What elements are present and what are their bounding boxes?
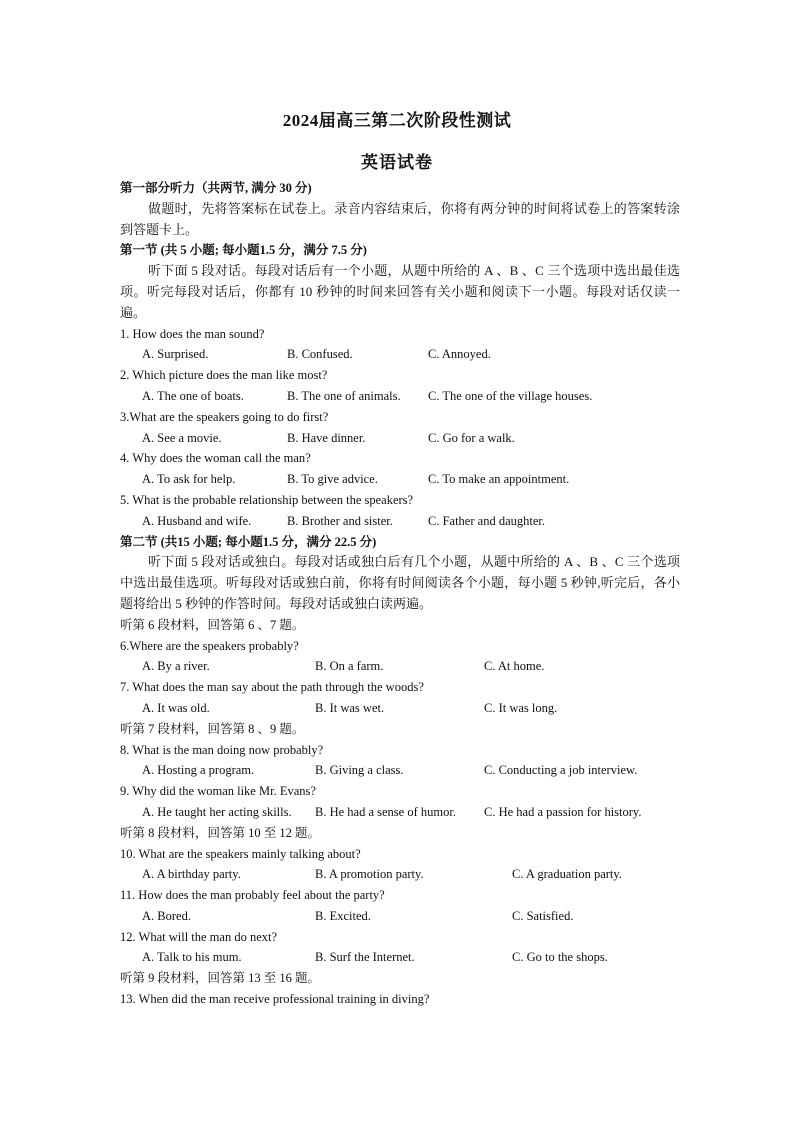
option-c: C. At home. [484, 659, 545, 674]
question-10-options [120, 864, 680, 885]
question-9-options [120, 802, 680, 823]
section2-instruction: 听下面 5 段对话或独白。每段对话或独白后有几个小题，从题中所给的 A 、B 、C 三个选项中选出最佳选项。听每段对话或独白前，你将有时间阅读各个小题，每小题 5 秒钟,听完后，各小题将给出 5 秒钟的作答时间。每段对话或独白读两遍。 [120, 554, 680, 611]
option-a: A. Husband and wife. [142, 513, 252, 528]
question-12-stem: 12. What will the man do next? [120, 929, 278, 944]
question-8-stem: 8. What is the man doing now probably? [120, 742, 324, 757]
option-a: A. Hosting a program. [142, 763, 255, 778]
option-c: C. The one of the village houses. [428, 388, 593, 403]
question-5-options [120, 511, 680, 532]
question-10-stem: 10. What are the speakers mainly talking about? [120, 846, 361, 861]
option-c: C. Annoyed. [428, 347, 491, 362]
question-6-stem: 6.Where are the speakers probably? [120, 638, 299, 653]
option-b: B. To give advice. [287, 472, 378, 487]
option-b: B. Have dinner. [287, 430, 366, 445]
material-8-note: 听第 8 段材料，回答第 10 至 12 题。 [120, 825, 321, 840]
option-a: A. Bored. [142, 908, 191, 923]
option-b: B. Giving a class. [315, 763, 404, 778]
option-a: A. By a river. [142, 659, 210, 674]
exam-body [120, 178, 680, 1010]
option-b: B. On a farm. [315, 659, 384, 674]
option-a: A. A birthday party. [142, 867, 241, 882]
question-8-options [120, 760, 680, 781]
exam-subtitle: 英语试卷 [361, 153, 433, 172]
question-6-options [120, 656, 680, 677]
question-4-stem: 4. Why does the woman call the man? [120, 451, 311, 466]
question-11-stem: 11. How does the man probably feel about the party? [120, 888, 385, 903]
option-c: C. Conducting a job interview. [484, 763, 638, 778]
option-a: A. Surprised. [142, 347, 209, 362]
question-2-stem: 2. Which picture does the man like most? [120, 368, 328, 383]
question-12-options [120, 947, 680, 968]
option-a: A. See a movie. [142, 430, 222, 445]
option-a: A. It was old. [142, 700, 210, 715]
option-b: B. He had a sense of humor. [315, 804, 456, 819]
question-1-options [120, 344, 680, 365]
option-b: B. It was wet. [315, 700, 385, 715]
question-7-options [120, 698, 680, 719]
option-c: C. Go to the shops. [512, 950, 608, 965]
option-b: B. Brother and sister. [287, 513, 393, 528]
option-c: C. It was long. [484, 700, 558, 715]
option-a: A. Talk to his mum. [142, 950, 242, 965]
section1-instruction: 听下面 5 段对话。每段对话后有一个小题，从题中所给的 A 、B 、C 三个选项中选出最佳选项。听完每段对话后，你都有 10 秒钟的时间来回答有关小题和阅读下一小题。每段对话仅读一遍。 [120, 263, 680, 320]
option-b: B. Excited. [315, 908, 371, 923]
question-1-stem: 1. How does the man sound? [120, 326, 265, 341]
option-c: C. Satisfied. [512, 908, 574, 923]
question-11-options [120, 906, 680, 927]
section1-heading: 第一节 (共 5 小题; 每小题1.5 分，满分 7.5 分) [120, 243, 367, 258]
material-6-note: 听第 6 段材料，回答第 6 、7 题。 [120, 617, 305, 632]
material-7-note: 听第 7 段材料，回答第 8 、9 题。 [120, 721, 305, 736]
question-13-stem: 13. When did the man receive professional training in diving? [120, 992, 430, 1007]
question-3-options [120, 428, 680, 449]
question-5-stem: 5. What is the probable relationship between the speakers? [120, 492, 414, 507]
section2-heading: 第二节 (共15 小题; 每小题1.5 分，满分 22.5 分) [120, 534, 377, 549]
option-b: B. The one of animals. [287, 388, 401, 403]
option-c: C. To make an appointment. [428, 472, 570, 487]
question-2-options [120, 386, 680, 407]
option-a: A. To ask for help. [142, 472, 236, 487]
question-9-stem: 9. Why did the woman like Mr. Evans? [120, 784, 316, 799]
option-c: C. He had a passion for history. [484, 804, 642, 819]
part1-heading: 第一部分听力（共两节, 满分 30 分) [120, 181, 312, 195]
option-a: A. The one of boats. [142, 388, 244, 403]
question-3-stem: 3.What are the speakers going to do first? [120, 409, 329, 424]
option-a: A. He taught her acting skills. [142, 804, 292, 819]
exam-title: 2024届高三第二次阶段性测试 [282, 111, 512, 130]
option-c: C. Go for a walk. [428, 430, 515, 445]
option-c: C. A graduation party. [512, 867, 622, 882]
option-b: B. Surf the Internet. [315, 950, 415, 965]
question-4-options [120, 469, 680, 490]
option-b: B. A promotion party. [315, 867, 424, 882]
option-c: C. Father and daughter. [428, 513, 545, 528]
material-9-note: 听第 9 段材料，回答第 13 至 16 题。 [120, 971, 321, 986]
question-7-stem: 7. What does the man say about the path through the woods? [120, 680, 424, 695]
option-b: B. Confused. [287, 347, 353, 362]
part1-instruction: 做题时，先将答案标在试卷上。录音内容结束后，你将有两分钟的时间将试卷上的答案转涂到答题卡上。 [120, 200, 680, 237]
